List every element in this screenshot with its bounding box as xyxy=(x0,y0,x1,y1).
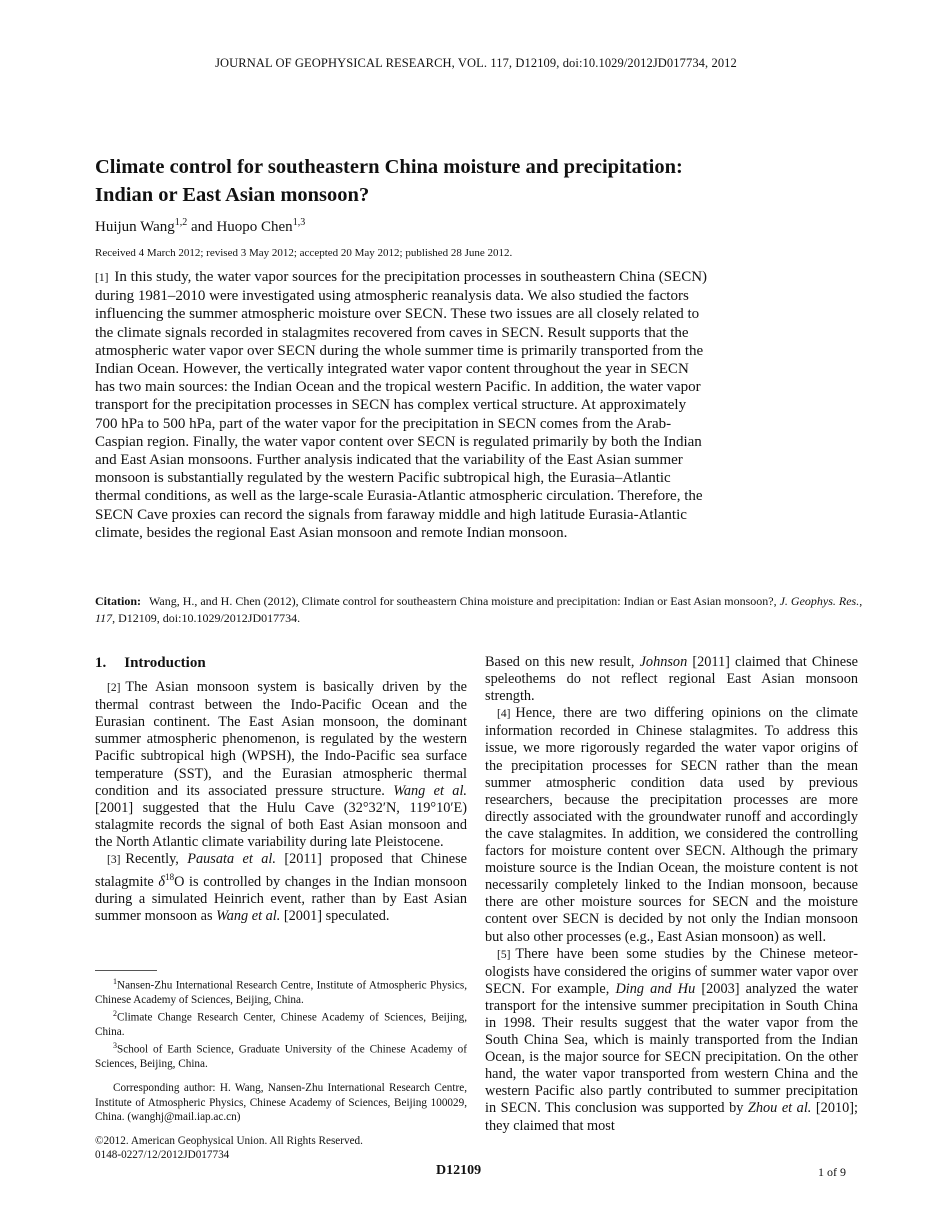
paragraph-text: Recently, xyxy=(125,851,188,868)
paragraph-text: [2001] speculated. xyxy=(280,908,390,925)
footnote-text: Climate Change Research Center, Chinese Academy of Sciences, Beijing, China. xyxy=(95,1011,467,1039)
author-list xyxy=(95,217,305,236)
citation-journal: J. Geophys. Res. xyxy=(779,594,860,608)
running-head: JOURNAL OF GEOPHYSICAL RESEARCH, VOL. 117, D12109, doi:10.1029/2012JD017734, 2012 xyxy=(215,56,737,70)
footnote-divider xyxy=(95,970,157,971)
article-title xyxy=(95,153,775,209)
paragraph-number: [2] xyxy=(107,682,121,695)
paragraph-3 xyxy=(95,851,467,925)
issn-code: 0148-0227/12/2012JD017734 xyxy=(95,1149,230,1162)
author-2-affiliation: 1,3 xyxy=(292,217,306,228)
paragraph-text: [2003] analyzed the water transport for the intensive summer precipitation in South China in 1998. Their results suggest that the water vapor from the South China Sea, which is mainly transported from the Indian Ocean, is the major source for SECN precipitation. On the other hand, the water vapor transported from western China and the western Pacific also partly contributed to summer precipitation in SECN. This conclusion was supported by xyxy=(485,980,858,1117)
citation xyxy=(95,593,875,627)
paragraph-text: [2010]; they claimed that most xyxy=(485,1100,859,1134)
paragraph-2 xyxy=(95,679,467,851)
reference-link: Zhou et al. xyxy=(747,1100,812,1117)
left-column xyxy=(95,655,467,925)
paragraph-text: [2011] proposed that Chinese stalagmite xyxy=(95,851,467,890)
footnote-text: School of Earth Science, Graduate University of the Chinese Academy of Sciences, Beijing, China. xyxy=(95,1044,467,1071)
section-number: 1. xyxy=(95,655,107,671)
paragraph-5 xyxy=(485,946,858,1135)
reference-link: Wang et al. xyxy=(393,782,467,799)
author-conjunction: and xyxy=(187,219,217,235)
citation-text: Wang, H., and H. Chen (2012), Climate control for southeastern China moisture and precipitation: Indian or East Asian monsoon?, xyxy=(149,594,780,608)
reference-link: Johnson xyxy=(639,654,688,670)
author-1-name: Huijun Wang xyxy=(95,219,175,235)
abstract xyxy=(95,268,710,542)
paragraph-number: [5] xyxy=(497,948,511,961)
paragraph-text: The Asian monsoon system is basically driven by the thermal contrast between the Indo-Pacific Ocean and the Eurasian continent. The East Asian monsoon, the dominant summer atmospheric phenomenon, is regulated by the western Pacific subtropical high (WPSH), the Indo-Pacific sea surface temperature (SST), and the Eurasian atmospheric thermal condition and its associated pressure structure. xyxy=(95,679,467,799)
publication-dates: Received 4 March 2012; revised 3 May 2012; accepted 20 May 2012; published 28 June 2012. xyxy=(95,247,513,259)
paragraph-text: There have been some studies by the Chinese meteorologists have considered the origins of summer water vapor over SECN. For example, xyxy=(485,945,858,997)
footnote-marker: 3 xyxy=(113,1041,117,1051)
isotope-superscript: 18 xyxy=(165,872,175,883)
citation-separator: , xyxy=(859,594,863,608)
reference-link: Pausata et al. xyxy=(187,851,276,868)
paragraph-text: [2011] claimed that Chinese speleothems do not reflect regional East Asian monsoon strength. xyxy=(485,654,858,705)
corresponding-author: Corresponding author: H. Wang, Nansen-Zhu International Research Centre, Institute of Atmospheric Physics, Chinese Academy of Sciences, Beijing 100029, China. (wanghj@mail.iap.ac.cn) xyxy=(95,1082,467,1123)
footnote-marker: 2 xyxy=(113,1009,117,1019)
paragraph-text: O is controlled by changes in the Indian monsoon during a simulated Heinrich event, rather than by East Asian summer monsoon as xyxy=(95,873,467,925)
citation-volume: 117 xyxy=(95,611,113,625)
footnotes xyxy=(95,975,467,1162)
footnote-3 xyxy=(95,1039,467,1071)
title-line-2: Indian or East Asian monsoon? xyxy=(95,184,370,206)
footnote-1 xyxy=(95,975,467,1007)
footer-article-id: D12109 xyxy=(436,1163,482,1178)
paragraph-number: [4] xyxy=(497,708,511,721)
footnote-text: Nansen-Zhu International Research Centre, Institute of Atmospheric Physics, Chinese Academy of Sciences, Beijing, China. xyxy=(95,979,467,1006)
footnote-2 xyxy=(95,1007,467,1039)
delta-symbol: δ xyxy=(158,873,166,890)
paragraph-number: [3] xyxy=(107,854,121,867)
right-column xyxy=(485,654,858,1135)
section-title: Introduction xyxy=(124,655,206,671)
footnote-marker: 1 xyxy=(113,977,117,986)
citation-label: Citation: xyxy=(95,594,141,608)
author-2-name: Huopo Chen xyxy=(216,219,293,235)
paragraph-3-continued xyxy=(485,654,858,705)
footer-page-number: 1 of 9 xyxy=(818,1165,846,1179)
paragraph-4 xyxy=(485,705,858,945)
author-1-affiliation: 1,2 xyxy=(174,217,188,228)
abstract-text: In this study, the water vapor sources for the precipitation processes in southeastern China (SECN) during 1981–2010 were investigated using atmospheric reanalysis data. We also studied the factors influencing the summer atmospheric moisture over SECN. These two issues are all closely related to the climate signals recorded in stalagmites recovered from caves in SECN. Result supports that the atmospheric water vapor over SECN during the whole summer time is primarily transported from the Indian Ocean. However, the vertically integrated water vapor content throughout the year in SECN has two main sources: the Indian Ocean and the tropical western Pacific. In addition, the water vapor transport for the precipitation processes in SECN has complex vertical structure. At approximately 700 hPa to 500 hPa, part of the water vapor for the precipitation in SECN comes from the Arab-Caspian region. Finally, the water vapor content over SECN is regulated primarily by both the Indian and East Asian monsoons. Further analysis indicated that the variability of the East Asian summer monsoon is substantially regulated by the western Pacific subtropical high, the Eurasia–Atlantic thermal conditions, as well as the large-scale Eurasia-Atlantic atmospheric circulation. Therefore, the SECN Cave proxies can record the signals from faraway middle and high latitude Eurasia-Atlantic climate, besides the regional East Asian monsoon and remote Indian monsoon. xyxy=(95,269,708,541)
citation-doi: , D12109, doi:10.1029/2012JD017734. xyxy=(112,611,301,625)
paragraph-number: [1] xyxy=(95,272,109,284)
paragraph-text: Hence, there are two differing opinions on the climate information recorded in Chinese stalagmites. To address this issue, we more rigorously regarded the water vapor origins of the precipitation processes for SECN rather than the mean summer atmospheric condition data used by previous researchers, because the precipitation processes are more directly associated with the groundwater runoff and accordingly the cave stalagmites. In addition, we considered the controlling factors for moisture content over SECN. Although the primary moisture source is the Indian Ocean, the moisture content is not necessarily completely linked to the Indian monsoon, because there are other moisture sources for SECN and the moisture content over SECN is decided by not only the Indian monsoon but also other processes (e.g., East Asian monsoon) as well. xyxy=(485,705,858,945)
copyright-notice: ©2012. American Geophysical Union. All Rights Reserved. xyxy=(95,1135,363,1148)
paragraph-text: Based on this new result, xyxy=(485,654,640,670)
reference-link: Ding and Hu xyxy=(615,980,696,997)
reference-link: Wang et al. xyxy=(216,908,281,925)
paragraph-text: [2001] suggested that the Hulu Cave (32°32′N, 119°10′E) stalagmite records the signal of both East Asian monsoon and the North Atlantic climate variability during late Pleistocene. xyxy=(95,799,467,850)
title-line-1: Climate control for southeastern China moisture and precipitation: xyxy=(95,156,683,178)
section-heading xyxy=(95,655,467,672)
